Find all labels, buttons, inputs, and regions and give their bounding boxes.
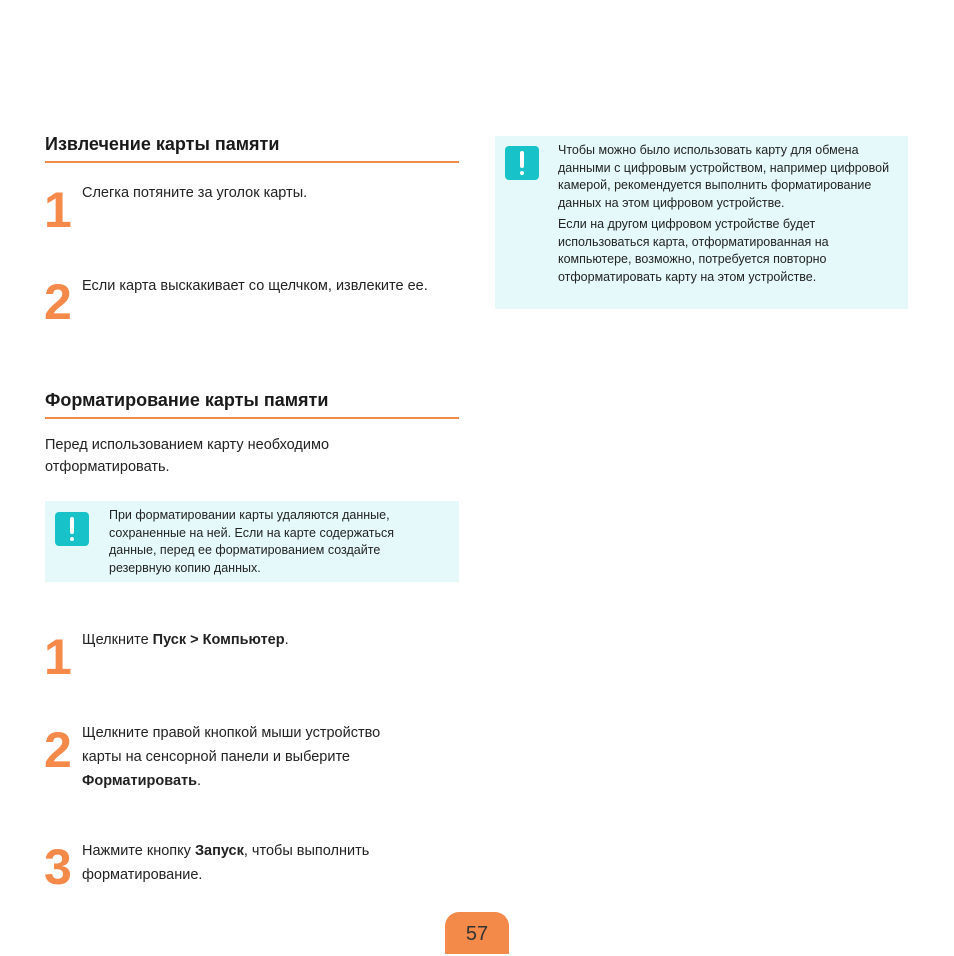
step-text: Щелкните Пуск > Компьютер. — [82, 632, 289, 648]
command-name: Форматировать — [82, 773, 198, 789]
intro-text: Перед использованием карту необходимо отформатировать. — [45, 437, 330, 475]
page-number: 57 — [445, 912, 509, 954]
step-number: 3 — [44, 839, 70, 895]
note-paragraph: Если на другом цифровом устройстве будет использоваться карта, отформатированная на компьютере, возможно, потребуется повторно отформатировать карту на этом устройстве. — [558, 217, 829, 284]
note-box-format-warning — [45, 501, 459, 582]
step-number: 2 — [44, 274, 70, 330]
step-number: 1 — [44, 182, 70, 238]
section-title-remove-card: Извлечение карты памяти — [45, 134, 459, 163]
step-text: Щелкните правой кнопкой мыши устройство карты на сенсорной панели и выберите Форматировать. — [82, 725, 381, 789]
step-number: 1 — [44, 629, 70, 685]
step-text: Нажмите кнопку Запуск, чтобы выполнить форматирование. — [82, 843, 370, 883]
step-text: Слегка потяните за уголок карты. — [82, 185, 308, 201]
menu-path: Пуск > Компьютер — [152, 632, 285, 648]
section-title-format-card: Форматирование карты памяти — [45, 390, 459, 419]
caution-icon — [505, 146, 539, 180]
button-name: Запуск — [194, 843, 244, 859]
note-box-format-device — [495, 136, 908, 309]
step-text: Если карта выскакивает со щелчком, извлеките ее. — [82, 278, 428, 294]
note-paragraph: Чтобы можно было использовать карту для обмена данными с цифровым устройством, например цифровой камерой, рекомендуется выполнить форматирование данных на этом цифровом устройстве. — [558, 143, 890, 210]
step-number: 2 — [44, 722, 70, 778]
note-text: При форматировании карты удаляются данные, сохраненные на ней. Если на карте содержаться данные, перед ее форматированием создайте резервную копию данных. — [109, 508, 395, 575]
caution-icon — [55, 512, 89, 546]
note-text — [558, 142, 898, 290]
